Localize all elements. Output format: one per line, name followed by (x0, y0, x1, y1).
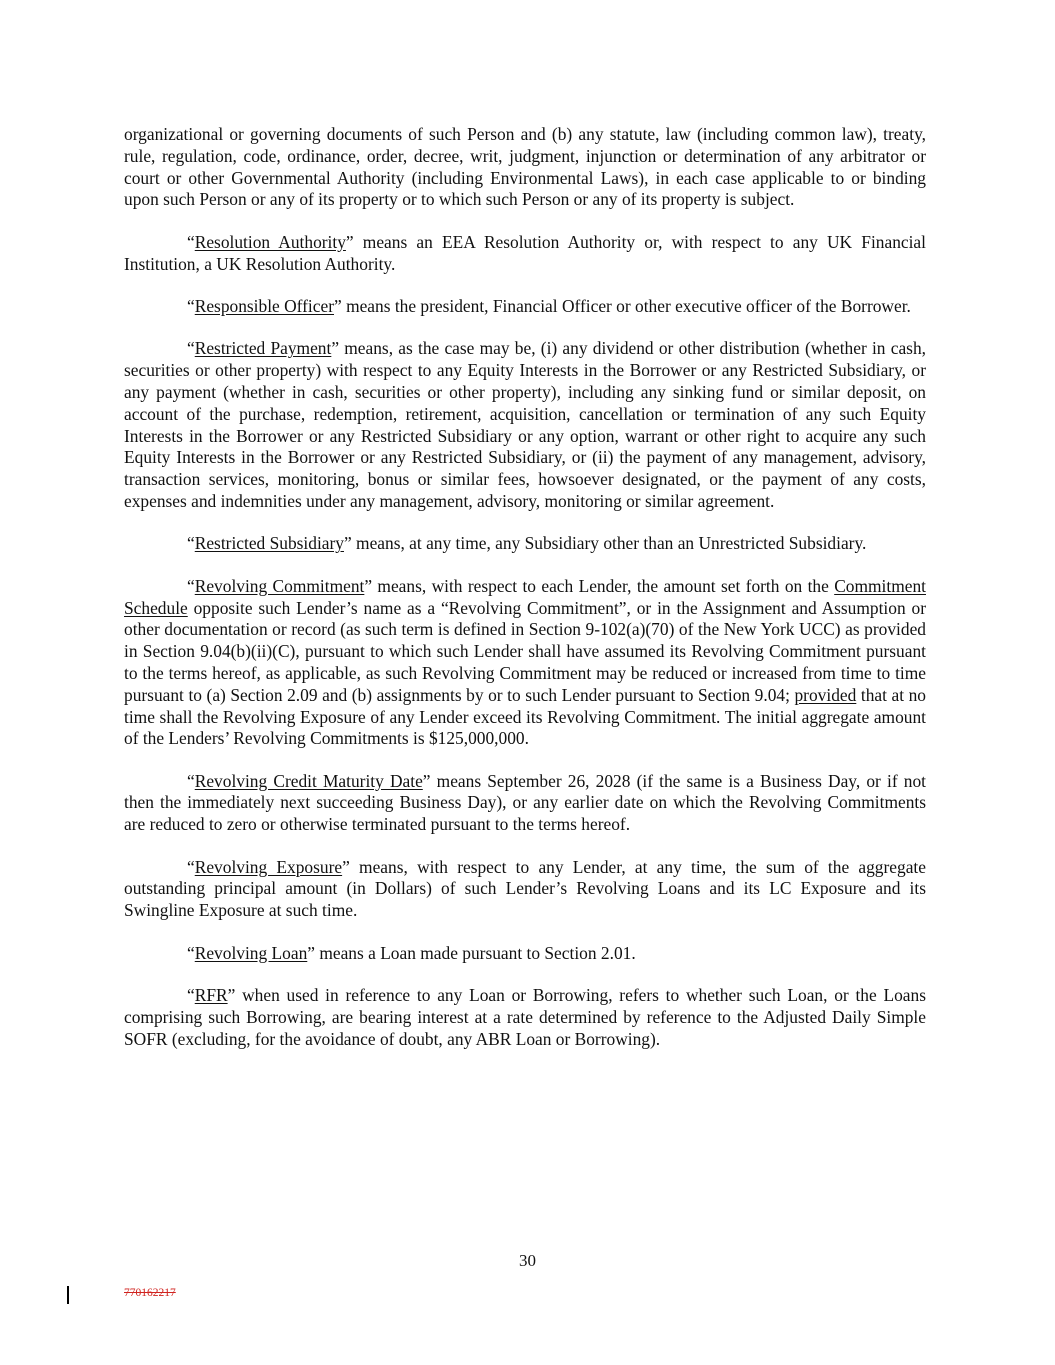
proviso-term: provided (794, 684, 857, 705)
definition-revolving-commitment (124, 576, 926, 750)
definition-revolving-credit-maturity-date (124, 771, 926, 836)
open-quote: “ (187, 770, 195, 791)
revision-change-bar (67, 1286, 69, 1304)
open-quote: “ (187, 231, 195, 252)
definition-rfr (124, 985, 926, 1050)
defined-term: Revolving Loan (194, 942, 308, 963)
document-id: 770162217 (124, 1287, 176, 1299)
definition-restricted-payment (124, 338, 926, 512)
open-quote: “ (187, 985, 195, 1006)
definition-text: ” means, with respect to each Lender, the amount set forth on the (364, 575, 835, 596)
defined-term: Restricted Subsidiary (194, 533, 344, 554)
open-quote: “ (187, 942, 195, 963)
definition-text: ” means a Loan made pursuant to Section 2.01. (307, 942, 636, 963)
definition-restricted-subsidiary (124, 533, 926, 555)
definition-responsible-officer (124, 296, 926, 318)
definition-revolving-exposure (124, 857, 926, 922)
defined-term: Revolving Exposure (194, 856, 343, 877)
open-quote: “ (187, 338, 195, 359)
open-quote: “ (187, 533, 195, 554)
open-quote: “ (187, 856, 195, 877)
paragraph-text: organizational or governing documents of such Person and (b) any statute, law (including common law), treaty, rule, regulation, code, ordinance, order, decree, writ, judgment, injunction or determination of any arbitrator or court or other Governmental Authority (including Environmental Laws), in each case applicable to or binding upon such Person or any of its property or to which such Person or any of its property is subject. (124, 124, 926, 210)
document-body (124, 124, 926, 1071)
cross-reference-term: Commitment Schedule (124, 575, 926, 618)
definition-text: that at no time shall the Revolving Exposure of any Lender exceed its Revolving Commitment. The initial aggregate amount of the Lenders’ Revolving Commitments is $125,000,000. (124, 684, 926, 749)
defined-term: Restricted Payment (194, 338, 332, 359)
definition-revolving-loan (124, 943, 926, 965)
defined-term: Revolving Credit Maturity Date (194, 770, 423, 791)
definition-text: ” means September 26, 2028 (if the same is a Business Day, or if not then the immediately next succeeding Business Day), or any earlier date on which the Revolving Commitments are reduced to zero or otherwise terminated pursuant to the terms hereof. (124, 770, 926, 835)
definition-text: ” means, at any time, any Subsidiary other than an Unrestricted Subsidiary. (343, 533, 867, 554)
open-quote: “ (187, 575, 195, 596)
page-number: 30 (519, 1251, 536, 1270)
paragraph-continuation (124, 124, 926, 211)
definition-text: ” means an EEA Resolution Authority or, with respect to any UK Financial Institution, a UK Resolution Authority. (124, 231, 926, 274)
defined-term: Revolving Commitment (194, 575, 365, 596)
defined-term: RFR (194, 985, 228, 1006)
defined-term: Resolution Authority (194, 231, 346, 252)
open-quote: “ (187, 295, 195, 316)
definition-text: ” means the president, Financial Officer or other executive officer of the Borrower. (334, 295, 911, 316)
definition-text: opposite such Lender’s name as a “Revolving Commitment”, or in the Assignment and Assumption or other documentation or record (as such term is defined in Section 9-102(a)(70) of the New York UCC) as provided in Section 9.04(b)(ii)(C), pursuant to which such Lender shall have assumed its Revolving Commitment pursuant to the terms hereof, as applicable, as such Revolving Commitment may be reduced or increased from time to time pursuant to (a) Section 2.09 and (b) assignments by or to such Lender pursuant to Section 9.04; (124, 597, 926, 705)
definition-text: ” when used in reference to any Loan or Borrowing, refers to whether such Loan, or the Loans comprising such Borrowing, are bearing interest at a rate determined by reference to the Adjusted Daily Simple SOFR (excluding, for the avoidance of doubt, any ABR Loan or Borrowing). (124, 985, 926, 1049)
definition-text: ” means, with respect to any Lender, at any time, the sum of the aggregate outstanding principal amount (in Dollars) of such Lender’s Revolving Loans and its LC Exposure and its Swingline Exposure at such time. (124, 856, 926, 921)
defined-term: Responsible Officer (194, 295, 334, 316)
definition-text: ” means, as the case may be, (i) any dividend or other distribution (whether in cash, securities or other property) with respect to any Equity Interests in the Borrower or any Restricted Subsidiary, or any payment (whether in cash, securities or other property), including any sinking fund or similar deposit, on account of the purchase, redemption, retirement, acquisition, cancellation or termination of any such Equity Interests in the Borrower or any Restricted Subsidiary or any option, warrant or other right to acquire any such Equity Interests in the Borrower or any Restricted Subsidiary, or (ii) the payment of any management, advisory, transaction services, monitoring, bonus or similar fees, howsoever designated, or the payment of any costs, expenses and indemnities under any management, advisory, monitoring or similar agreement. (124, 338, 926, 511)
definition-resolution-authority (124, 232, 926, 276)
